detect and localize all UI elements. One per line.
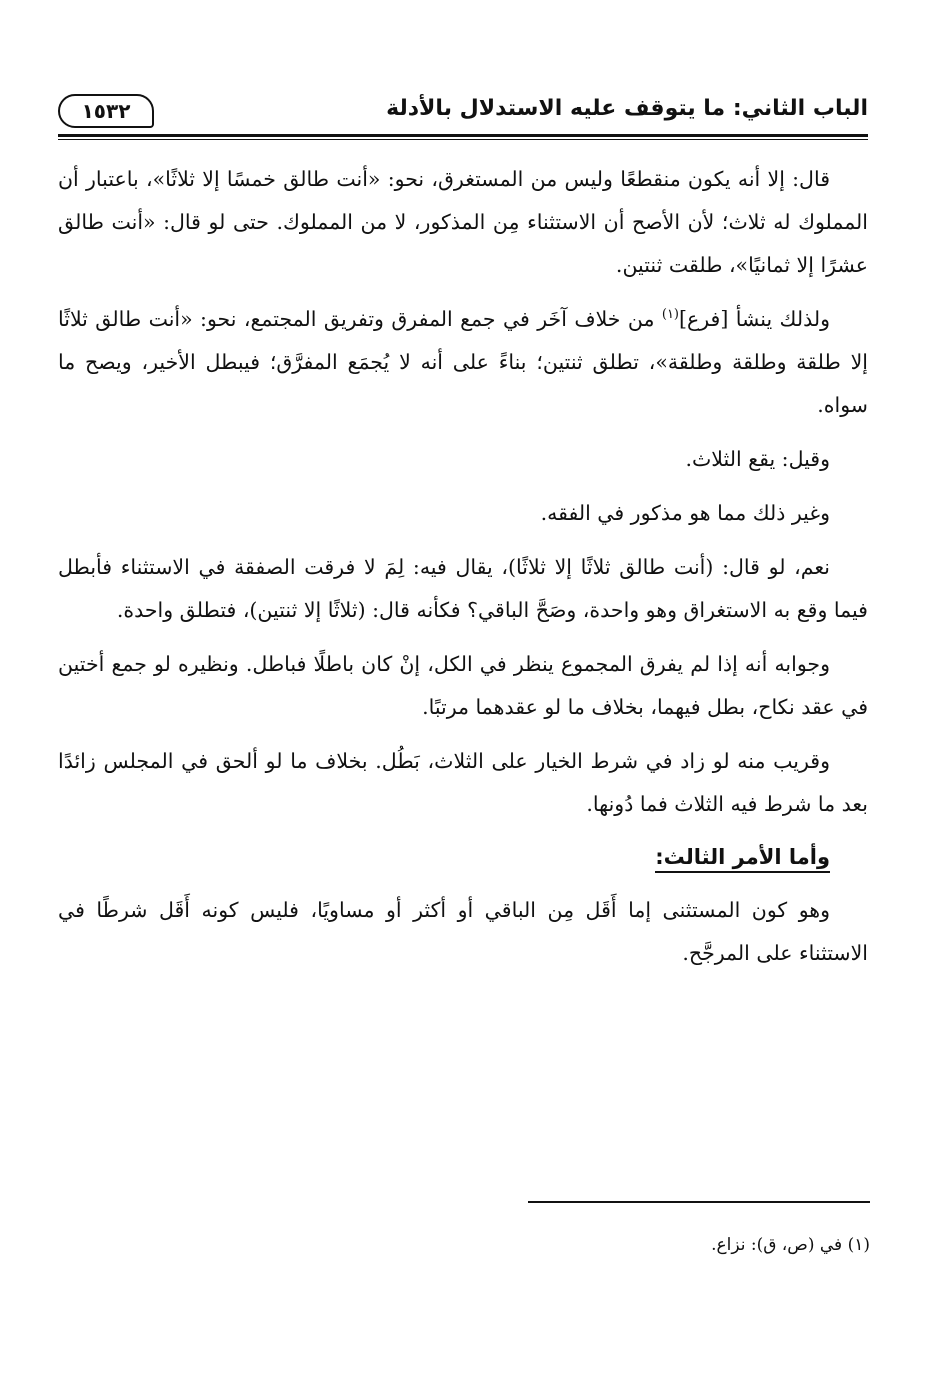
header-rule (58, 134, 868, 140)
running-header (58, 92, 868, 134)
paragraph-8: وهو كون المستثنى إما أَقَل مِن الباقي أو أكثر أو مساويًا، فليس كونه أَقَل شرطًا في الاستثناء على المرجَّح. (58, 898, 868, 965)
footnote: (١) في (ص، ق): نزاع. (711, 1235, 870, 1255)
page-number-badge: ١٥٣٢ (58, 94, 154, 128)
paragraph-3: وقيل: يقع الثلاث. (685, 447, 830, 471)
footnote-rule (528, 1201, 870, 1203)
paragraph-7: وقريب منه لو زاد في شرط الخيار على الثلاث، بَطُل. بخلاف ما لو ألحق في المجلس زائدًا بعد ما شرط فيه الثلاث فما دُونها. (58, 749, 868, 816)
subheading-text: وأما الأمر الثالث: (655, 845, 830, 873)
chapter-title: الباب الثاني: ما يتوقف عليه الاستدلال بالأدلة (386, 96, 868, 121)
paragraph-6: وجوابه أنه إذا لم يفرق المجموع ينظر في الكل، إنْ كان باطلًا فباطل. ونظيره لو جمع أختين في عقد نكاح، بطل فيهما، بخلاف ما لو عقدهما مرتبًا. (58, 652, 868, 719)
section-subheading (58, 837, 830, 877)
footnote-marker[interactable]: (١) (661, 307, 679, 323)
paragraph-2-start: ولذلك ينشأ [فرع] (679, 307, 830, 331)
main-text (58, 158, 868, 975)
paragraph-5: نعم، لو قال: (أنت طالق ثلاثًا إلا ثلاثًا)، يقال فيه: لِمَ لا فرقت الصفقة في الاستثناء فأبطل فيما وقع به الاستغراق وهو واحدة، وصَحَّ الباقي؟ فكأنه قال: (ثلاثًا إلا ثنتين)، فتطلق واحدة. (58, 555, 868, 622)
book-page (58, 92, 868, 986)
paragraph-2 (58, 298, 868, 427)
paragraph-2-end: من خلاف آخَر في جمع المفرق وتفريق المجتمع، نحو: «أنت طالق ثلاثًا إلا طلقة وطلقة وطلقة»، تطلق ثنتين؛ بناءً على أنه لا يُجمَع المفرَّق؛ فيبطل الأخير، ويصح ما سواه. (58, 307, 868, 417)
paragraph-4: وغير ذلك مما هو مذكور في الفقه. (540, 501, 830, 525)
paragraph-1: قال: إلا أنه يكون منقطعًا وليس من المستغرق، نحو: «أنت طالق خمسًا إلا ثلاثًا»، باعتبار أن المملوك له ثلاث؛ لأن الأصح أن الاستثناء مِن المذكور، لا من المملوك. حتى لو قال: «أنت طالق عشرًا إلا ثمانيًا»، طلقت ثنتين. (58, 167, 868, 277)
